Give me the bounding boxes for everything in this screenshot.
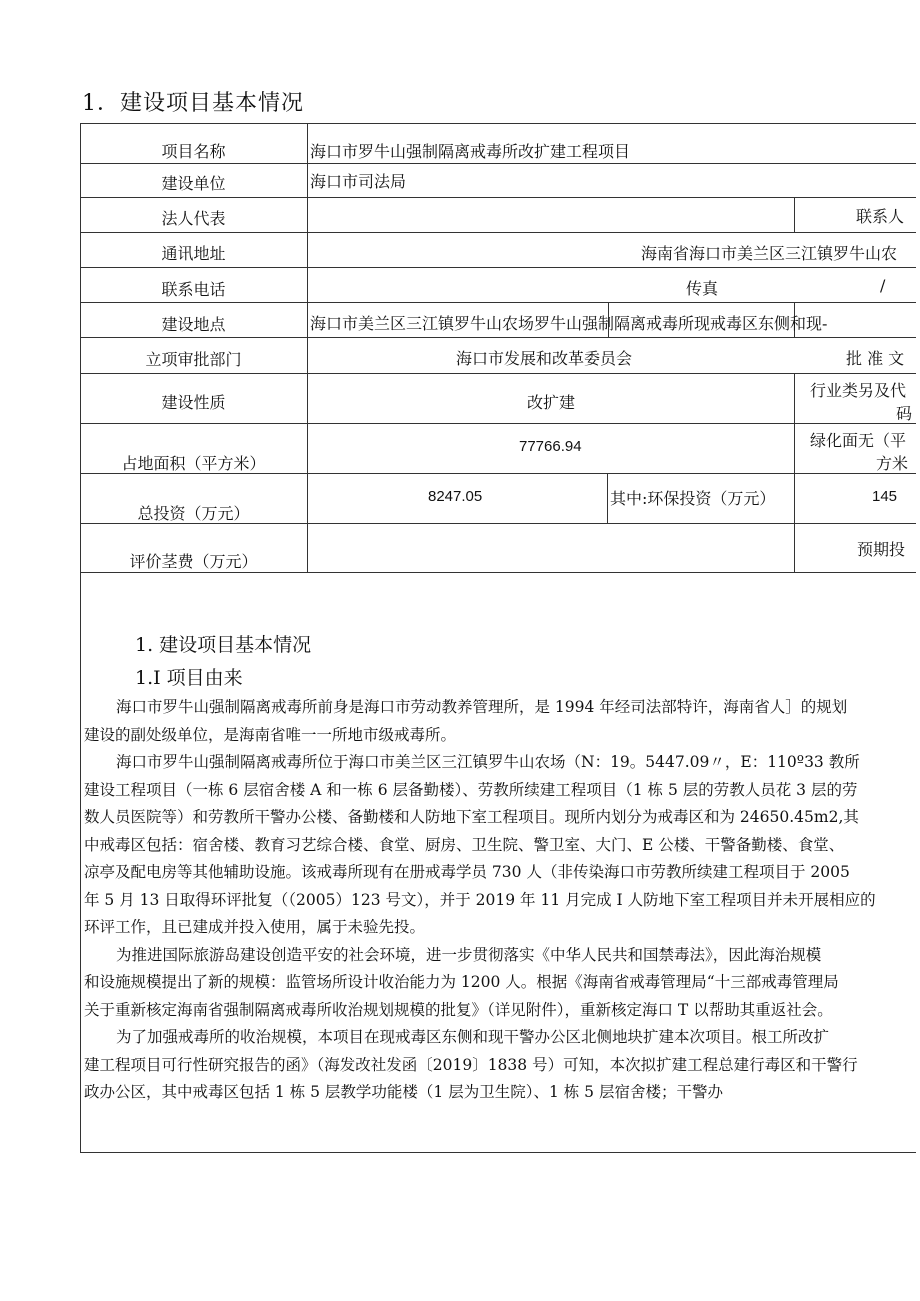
green-label: 绿化面无（平 <box>810 431 907 450</box>
paragraph-line: 数人员医院等）和劳教所干警办公楼、备勤楼和人防地下室工程项目。现所内划分为戒毒区和为 24650.45m2,其 <box>84 808 859 826</box>
paragraph-line: 为了加强戒毒所的收治规模，本项目在现戒毒区东侧和现干警办公区北侧地块扩建本次项目。根工所改扩 <box>116 1028 830 1046</box>
builder-value: 海口市司法局 <box>310 172 407 191</box>
paragraph-line: 环评工作，且已建成并投入使用，属于未验先投。 <box>84 918 426 936</box>
approval-dept-value: 海口市发展和改革委员会 <box>456 349 633 368</box>
address-value: 海南省海口市美兰区三江镇罗牛山农 <box>641 244 898 263</box>
paragraph-line: 海口市罗牛山强制隔离戒毒所前身是海口市劳动教养管理所，是 1994 年经司法部特许，海南省人］的规划 <box>116 698 848 716</box>
row-divider <box>80 337 916 338</box>
row-divider <box>80 302 916 303</box>
contact-label: 联系人 <box>856 207 905 226</box>
phone-label: 联系电话 <box>161 280 226 299</box>
row-divider <box>80 373 916 374</box>
env-invest-value: 145 <box>872 488 898 505</box>
paragraph-line: 建工程项目可行性研究报告的函》（海发改社发函〔2019〕1838 号）可知，本次拟扩建工程总建行毒区和干警行 <box>84 1055 858 1074</box>
paragraph-line: 关于重新核定海南省强制隔离戒毒所收治规划规模的批复》（详见附件），重新核定海口 T 以帮助其重返社会。 <box>84 1000 833 1019</box>
body-text <box>84 694 914 1107</box>
industry-label-line2: 码 <box>896 404 913 423</box>
project-name-value: 海口市罗牛山强制隔离戒毒所改扩建工程项目 <box>310 142 631 161</box>
paragraph-line: 建设的副处级单位，是海南省唯一一所地市级戒毒所。 <box>84 725 457 744</box>
nature-label: 建设性质 <box>161 393 226 412</box>
invest-label: 总投资（万元） <box>137 504 250 523</box>
industry-label: 行业类另及代 <box>810 381 907 400</box>
row-divider <box>80 197 916 198</box>
row-divider <box>80 572 916 573</box>
fax-label: 传真 <box>686 279 719 298</box>
expected-label: 预期投 <box>857 540 906 559</box>
row-divider <box>80 232 916 233</box>
paragraph-line: 年 5 月 13 日取得环评批复（（2005）123 号文），并于 2019 年 11 月完成 I 人防地下室工程项目并未开展相应的 <box>84 890 876 909</box>
area-label: 占地面积（平方米） <box>121 454 266 473</box>
location-label: 建设地点 <box>161 315 226 334</box>
approval-doc-label: 批 准 文 <box>846 349 905 368</box>
paragraph-line: 建设工程项目（一栋 6 层宿舍楼 A 和一栋 6 层备勤楼）、劳教所续建工程项目（1 栋 5 层的劳教人员花 3 层的劳 <box>84 780 858 799</box>
row-divider <box>80 163 916 164</box>
column-divider <box>307 123 308 572</box>
paragraph-line: 为推进国际旅游岛建设创造平安的社会环境，进一步贯彻落实《中华人民共和国禁毒法》，因此海治规模 <box>116 945 822 964</box>
green-label-line2: 方米 <box>876 454 909 473</box>
row-divider <box>80 423 916 424</box>
heading-basic-info: 1. 建设项目基本情况 <box>135 634 312 656</box>
paragraph-line: 政办公区，其中戒毒区包括 1 栋 5 层教学功能楼（1 层为卫生院）、1 栋 5 层宿舍楼；干警办 <box>84 1083 723 1101</box>
paragraph-line: 海口市罗牛山强制隔离戒毒所位于海口市美兰区三江镇罗牛山农场（N：19。5447.09〃，E：110º33 教所 <box>116 753 860 771</box>
location-value: 海口市美兰区三江镇罗牛山农场罗牛山强制隔离戒毒所现戒毒区东侧和现- <box>310 314 828 333</box>
column-divider <box>607 473 608 523</box>
row-divider <box>80 267 916 268</box>
area-value: 77766.94 <box>519 438 582 455</box>
approval-dept-label: 立项审批部门 <box>145 350 242 369</box>
nature-value: 改扩建 <box>527 393 576 412</box>
project-name-label: 项目名称 <box>161 142 226 161</box>
env-invest-label: 其中:环保投资（万元） <box>610 489 776 508</box>
builder-label: 建设单位 <box>161 174 226 193</box>
heading-project-origin: 1.I 项目由来 <box>135 667 243 689</box>
paragraph-line: 凉亭及配电房等其他辅助设施。该戒毒所现有在册戒毒学员 730 人（非传染海口市劳教所续建工程项目于 2005 <box>84 863 850 881</box>
paragraph-line: 中戒毒区包括：宿舍楼、教育习艺综合楼、食堂、厨房、卫生院、警卫室、大门、E 公楼、干警备勤楼、食堂、 <box>84 835 845 854</box>
address-label: 通讯地址 <box>161 244 226 263</box>
eval-fee-label: 评价茎费（万元） <box>129 552 258 571</box>
column-divider <box>794 373 795 573</box>
section-title: 1．建设项目基本情况 <box>82 91 304 116</box>
column-divider <box>794 197 795 232</box>
invest-value: 8247.05 <box>428 488 483 505</box>
fax-value: / <box>880 276 886 295</box>
paragraph-line: 和设施规模提出了新的规模：监管场所设计收治能力为 1200 人。根据《海南省戒毒管理局“十三部戒毒管理局 <box>84 973 839 991</box>
legal-rep-label: 法人代表 <box>161 209 226 228</box>
